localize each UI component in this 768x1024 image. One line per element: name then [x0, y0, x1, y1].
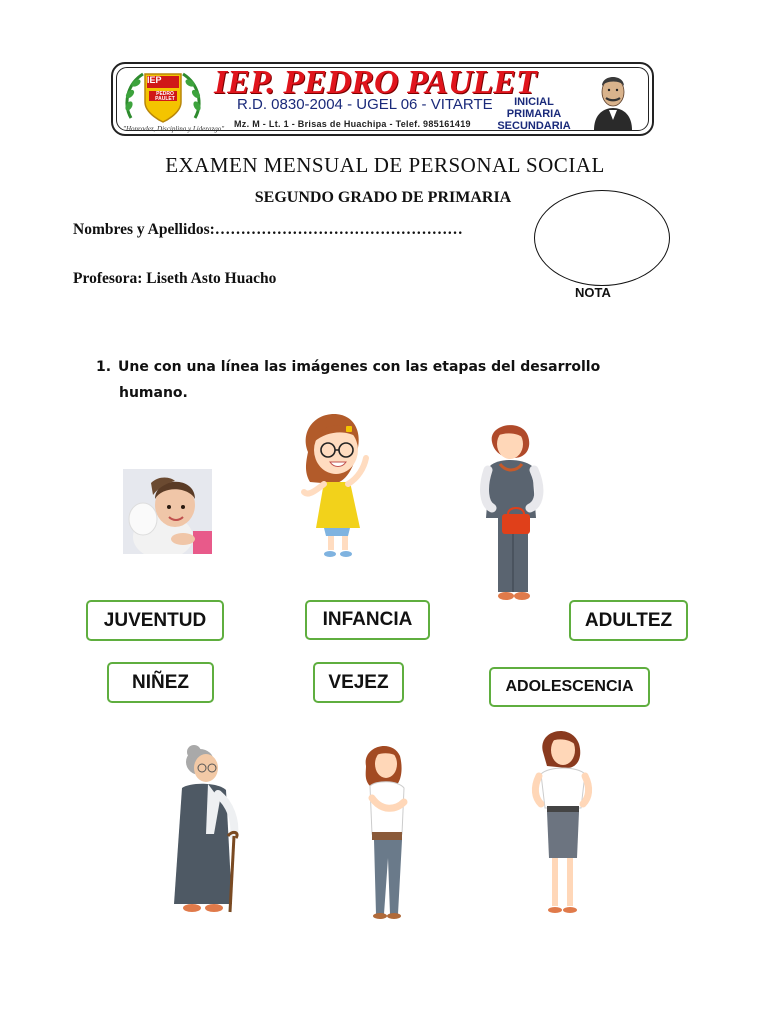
label-adolescencia[interactable]: ADOLESCENCIA — [489, 667, 650, 707]
school-address: Mz. M - Lt. 1 - Brisas de Huachipa - Telef. 985161419 — [234, 119, 471, 129]
label-vejez[interactable]: VEJEZ — [313, 662, 404, 703]
baby-photo — [123, 469, 212, 554]
school-motto: "Honradez, Disciplina y Liderazgo" — [123, 125, 225, 133]
girl-child-figure — [294, 412, 374, 560]
baby-image-icon — [123, 469, 212, 554]
teen-girl-figure — [356, 738, 414, 920]
level-inicial: INICIAL — [514, 96, 554, 108]
student-name-field[interactable]: Nombres y Apellidos:………………………………………… — [73, 221, 463, 238]
adult-woman-figure — [478, 418, 550, 604]
question-1 — [96, 354, 656, 406]
question-text-line1: Une con una línea las imágenes con las etapas del desarrollo — [118, 359, 601, 375]
school-levels — [494, 96, 574, 132]
question-text-line2: humano. — [119, 385, 188, 401]
teacher-name: Profesora: Liseth Asto Huacho — [73, 270, 277, 287]
label-ninez[interactable]: NIÑEZ — [107, 662, 214, 703]
elderly-woman-figure — [162, 744, 246, 916]
question-number: 1. — [96, 359, 112, 375]
level-primaria: PRIMARIA — [506, 108, 562, 120]
label-adultez[interactable]: ADULTEZ — [569, 600, 688, 641]
exam-title: EXAMEN MENSUAL DE PERSONAL SOCIAL — [165, 153, 605, 177]
school-name: IEP. PEDRO PAULET — [214, 64, 537, 101]
exam-grade: SEGUNDO GRADO DE PRIMARIA — [254, 189, 512, 206]
grade-oval[interactable] — [534, 190, 670, 286]
crest-text: IEP — [147, 75, 162, 85]
founder-portrait-icon — [588, 68, 638, 130]
grade-label: NOTA — [575, 285, 611, 300]
label-juventud[interactable]: JUVENTUD — [86, 600, 224, 641]
label-infancia[interactable]: INFANCIA — [305, 600, 430, 640]
school-resolution: R.D. 0830-2004 - UGEL 06 - VITARTE — [237, 96, 493, 113]
young-woman-figure — [527, 722, 597, 920]
level-secundaria: SECUNDARIA — [497, 120, 571, 132]
crest-subtext: PEDRO PAULET — [155, 91, 175, 102]
